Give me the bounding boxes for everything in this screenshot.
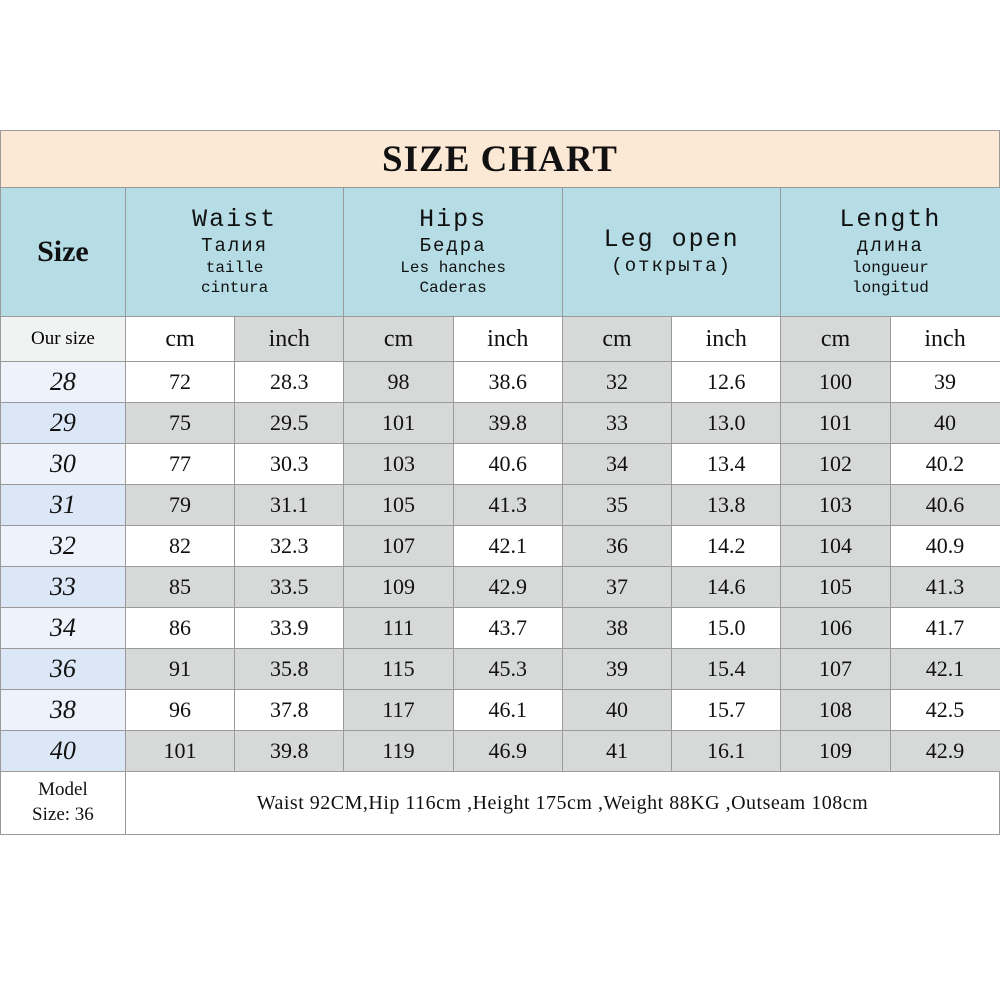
row-size: 40: [1, 731, 126, 772]
cell-legopen-cm: 39: [562, 649, 671, 690]
cell-hips-inch: 46.9: [453, 731, 562, 772]
cell-legopen-inch: 16.1: [672, 731, 781, 772]
unit-legopen-inch: inch: [672, 317, 781, 362]
cell-legopen-cm: 40: [562, 690, 671, 731]
header-row: [1, 188, 1000, 317]
row-size: 31: [1, 485, 126, 526]
unit-length-cm: cm: [781, 317, 890, 362]
cell-legopen-cm: 38: [562, 608, 671, 649]
header-group-hips: [344, 188, 563, 317]
cell-waist-cm: 96: [125, 690, 234, 731]
cell-legopen-inch: 14.2: [672, 526, 781, 567]
cell-hips-inch: 39.8: [453, 403, 562, 444]
row-size: 33: [1, 567, 126, 608]
header-legopen-en: Leg open: [603, 225, 740, 255]
cell-length-cm: 101: [781, 403, 890, 444]
cell-hips-cm: 101: [344, 403, 453, 444]
cell-hips-inch: 40.6: [453, 444, 562, 485]
cell-legopen-cm: 41: [562, 731, 671, 772]
header-legopen-ru: (открыта): [611, 254, 732, 277]
table-row: [1, 444, 1000, 485]
header-hips-en: Hips: [419, 205, 488, 235]
cell-hips-cm: 103: [344, 444, 453, 485]
header-size-label: Size: [1, 188, 126, 317]
cell-legopen-inch: 14.6: [672, 567, 781, 608]
cell-length-inch: 40.6: [890, 485, 999, 526]
cell-length-cm: 100: [781, 362, 890, 403]
cell-waist-cm: 91: [125, 649, 234, 690]
cell-waist-cm: 82: [125, 526, 234, 567]
header-hips-es: Caderas: [419, 278, 487, 297]
table-row: [1, 526, 1000, 567]
cell-waist-inch: 33.9: [235, 608, 344, 649]
header-length-en: Length: [839, 205, 942, 235]
header-group-length: [781, 188, 1000, 317]
cell-waist-inch: 28.3: [235, 362, 344, 403]
cell-legopen-inch: 13.8: [672, 485, 781, 526]
page-title: SIZE CHART: [1, 131, 1000, 188]
model-label-line2: Size: 36: [32, 804, 94, 825]
cell-hips-cm: 107: [344, 526, 453, 567]
cell-length-cm: 109: [781, 731, 890, 772]
cell-hips-cm: 119: [344, 731, 453, 772]
cell-waist-inch: 39.8: [235, 731, 344, 772]
cell-waist-inch: 33.5: [235, 567, 344, 608]
cell-waist-cm: 72: [125, 362, 234, 403]
table-row: [1, 608, 1000, 649]
cell-hips-inch: 45.3: [453, 649, 562, 690]
cell-hips-cm: 111: [344, 608, 453, 649]
cell-legopen-inch: 15.4: [672, 649, 781, 690]
table-row: [1, 403, 1000, 444]
cell-waist-cm: 85: [125, 567, 234, 608]
header-group-leg-open: [562, 188, 781, 317]
our-size-label: Our size: [1, 317, 126, 362]
header-length-es: longitud: [852, 278, 929, 297]
cell-waist-cm: 101: [125, 731, 234, 772]
cell-legopen-cm: 36: [562, 526, 671, 567]
header-waist-en: Waist: [192, 205, 278, 235]
table-row: [1, 567, 1000, 608]
cell-waist-cm: 75: [125, 403, 234, 444]
cell-hips-cm: 98: [344, 362, 453, 403]
cell-hips-cm: 115: [344, 649, 453, 690]
header-hips-ru: Бедра: [419, 234, 487, 257]
units-row: [1, 317, 1000, 362]
model-footer-row: [1, 772, 1000, 835]
cell-length-cm: 107: [781, 649, 890, 690]
header-waist-ru: Талия: [201, 234, 269, 257]
cell-length-inch: 42.5: [890, 690, 999, 731]
cell-hips-inch: 41.3: [453, 485, 562, 526]
row-size: 28: [1, 362, 126, 403]
cell-waist-inch: 31.1: [235, 485, 344, 526]
cell-length-inch: 42.9: [890, 731, 999, 772]
row-size: 29: [1, 403, 126, 444]
header-length-ru: длина: [856, 234, 924, 257]
cell-waist-inch: 29.5: [235, 403, 344, 444]
header-hips-fr: Les hanches: [400, 258, 506, 277]
cell-waist-inch: 30.3: [235, 444, 344, 485]
cell-length-cm: 103: [781, 485, 890, 526]
cell-waist-cm: 79: [125, 485, 234, 526]
cell-length-inch: 41.3: [890, 567, 999, 608]
table-row: [1, 362, 1000, 403]
header-waist-es: cintura: [201, 278, 269, 297]
cell-legopen-inch: 12.6: [672, 362, 781, 403]
cell-waist-cm: 86: [125, 608, 234, 649]
cell-hips-inch: 46.1: [453, 690, 562, 731]
cell-length-inch: 39: [890, 362, 999, 403]
cell-hips-inch: 43.7: [453, 608, 562, 649]
cell-hips-inch: 42.9: [453, 567, 562, 608]
unit-waist-cm: cm: [125, 317, 234, 362]
cell-legopen-inch: 15.0: [672, 608, 781, 649]
cell-waist-inch: 37.8: [235, 690, 344, 731]
cell-hips-cm: 117: [344, 690, 453, 731]
cell-length-cm: 102: [781, 444, 890, 485]
cell-legopen-inch: 13.0: [672, 403, 781, 444]
unit-length-inch: inch: [890, 317, 999, 362]
header-waist-fr: taille: [205, 258, 264, 277]
model-label-line1: Model: [38, 779, 88, 801]
cell-hips-inch: 42.1: [453, 526, 562, 567]
cell-length-inch: 40.2: [890, 444, 999, 485]
row-size: 32: [1, 526, 126, 567]
unit-hips-cm: cm: [344, 317, 453, 362]
row-size: 38: [1, 690, 126, 731]
table-row: [1, 649, 1000, 690]
unit-hips-inch: inch: [453, 317, 562, 362]
cell-legopen-inch: 15.7: [672, 690, 781, 731]
header-group-waist: [125, 188, 344, 317]
row-size: 34: [1, 608, 126, 649]
row-size: 30: [1, 444, 126, 485]
cell-length-cm: 106: [781, 608, 890, 649]
cell-legopen-cm: 33: [562, 403, 671, 444]
table-row: [1, 485, 1000, 526]
cell-length-inch: 42.1: [890, 649, 999, 690]
cell-waist-inch: 32.3: [235, 526, 344, 567]
cell-length-cm: 105: [781, 567, 890, 608]
cell-legopen-cm: 34: [562, 444, 671, 485]
cell-length-inch: 40.9: [890, 526, 999, 567]
unit-legopen-cm: cm: [562, 317, 671, 362]
size-chart-container: [0, 130, 1000, 835]
cell-legopen-cm: 37: [562, 567, 671, 608]
cell-waist-inch: 35.8: [235, 649, 344, 690]
header-length-fr: longueur: [852, 258, 929, 277]
cell-hips-cm: 109: [344, 567, 453, 608]
model-size-label: [1, 772, 126, 835]
cell-legopen-cm: 35: [562, 485, 671, 526]
cell-legopen-cm: 32: [562, 362, 671, 403]
cell-length-inch: 41.7: [890, 608, 999, 649]
cell-waist-cm: 77: [125, 444, 234, 485]
table-row: [1, 690, 1000, 731]
model-measurements-note: Waist 92CM,Hip 116cm ,Height 175cm ,Weight 88KG ,Outseam 108cm: [125, 772, 999, 835]
table-row: [1, 731, 1000, 772]
cell-hips-cm: 105: [344, 485, 453, 526]
cell-legopen-inch: 13.4: [672, 444, 781, 485]
row-size: 36: [1, 649, 126, 690]
size-chart-table: [0, 130, 1000, 835]
cell-length-inch: 40: [890, 403, 999, 444]
cell-hips-inch: 38.6: [453, 362, 562, 403]
cell-length-cm: 108: [781, 690, 890, 731]
unit-waist-inch: inch: [235, 317, 344, 362]
title-row: [1, 131, 1000, 188]
cell-length-cm: 104: [781, 526, 890, 567]
